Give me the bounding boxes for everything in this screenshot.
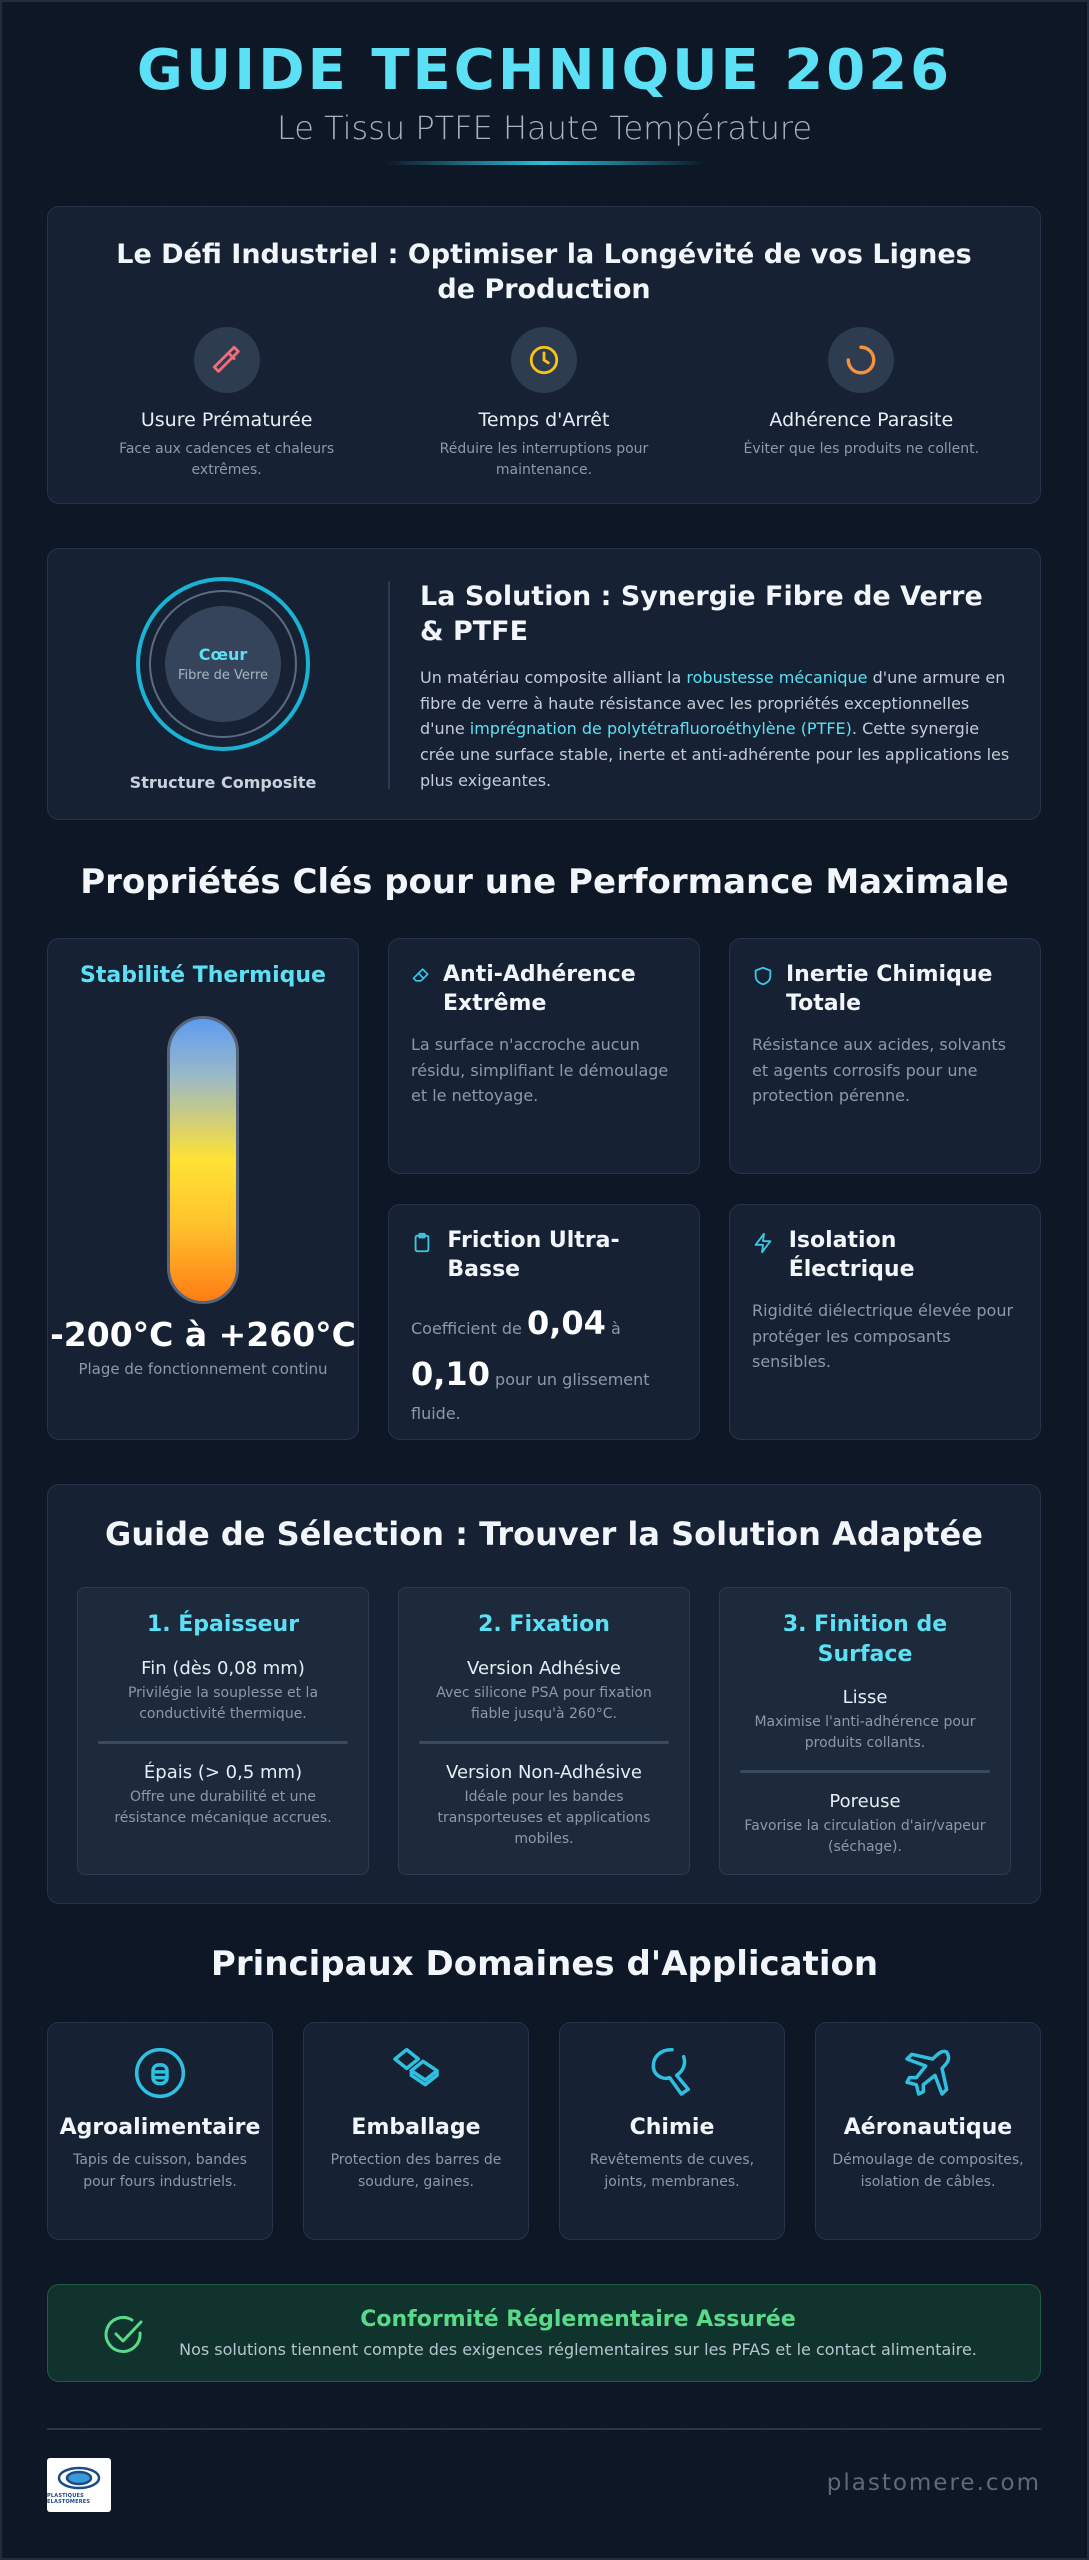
selection-column-thickness <box>77 1587 369 1875</box>
challenge-card <box>47 206 1041 504</box>
application-card-food <box>47 2022 273 2240</box>
option-name: Version Adhésive <box>467 1657 621 1679</box>
column-title: 2. Fixation <box>478 1612 610 1637</box>
compliance-text: Nos solutions tiennent compte des exigences réglementaires sur les PFAS et le contact alimentaire. <box>179 2340 977 2359</box>
diagram-caption: Structure Composite <box>129 773 317 792</box>
flask-icon <box>560 2045 784 2101</box>
option-desc: Offre une durabilité et une résistance mécanique accrues. <box>114 1788 332 1826</box>
thermal-range: -200°C à +260°C <box>50 1315 356 1354</box>
application-desc: Revêtements de cuves, joints, membranes. <box>589 2152 755 2190</box>
application-card-chemistry <box>559 2022 785 2240</box>
core-circle <box>165 606 281 722</box>
application-desc: Démoulage de composites, isolation de câbles. <box>832 2152 1024 2190</box>
property-card-electrical <box>729 1204 1041 1440</box>
challenge-item-title: Adhérence Parasite <box>769 409 954 432</box>
selection-title: Guide de Sélection : Trouver la Solution Adaptée <box>105 1515 983 1553</box>
cutter-icon <box>194 327 260 393</box>
property-desc: Résistance aux acides, solvants et agents corrosifs pour une protection pérenne. <box>752 1035 1006 1106</box>
challenge-item-title: Temps d'Arrêt <box>478 409 610 432</box>
column-title: 3. Finition de Surface <box>782 1612 948 1667</box>
thermometer-bar <box>167 1016 239 1304</box>
option-desc: Avec silicone PSA pour fixation fiable jusqu'à 260°C. <box>436 1684 652 1722</box>
challenge-item-desc: Réduire les interruptions pour maintenance. <box>439 441 649 479</box>
property-card-friction <box>388 1204 700 1440</box>
eraser-icon <box>411 961 431 989</box>
page-subtitle: Le Tissu PTFE Haute Température <box>276 109 813 147</box>
selection-column-finish <box>719 1587 1011 1875</box>
core-label: Cœur <box>198 645 248 664</box>
challenge-item-desc: Face aux cadences et chaleurs extrêmes. <box>119 441 335 479</box>
lightning-icon <box>752 1227 777 1259</box>
solution-card <box>47 548 1041 820</box>
middle-ring <box>149 590 297 738</box>
spinner-icon <box>828 327 894 393</box>
challenge-item-desc: Éviter que les produits ne collent. <box>743 441 980 458</box>
vertical-divider <box>388 581 390 789</box>
property-title: Isolation Électrique <box>788 1228 915 1282</box>
package-icon <box>304 2045 528 2101</box>
challenge-item-title: Usure Prématurée <box>140 409 313 432</box>
application-title: Chimie <box>629 2115 715 2140</box>
property-desc: Coefficient de 0,04 à 0,10 pour un glissement fluide. <box>411 1304 650 1423</box>
property-desc: Rigidité diélectrique élevée pour protéger les composants sensibles. <box>752 1301 1014 1372</box>
challenge-item-adhesion <box>726 327 996 481</box>
option-name: Lisse <box>842 1687 888 1709</box>
airplane-icon <box>816 2045 1040 2101</box>
application-desc: Protection des barres de soudure, gaines. <box>330 2152 502 2190</box>
check-circle-icon <box>102 2313 146 2361</box>
clipboard-icon <box>411 1227 435 1259</box>
logo-mark-icon <box>56 2465 102 2491</box>
option-name: Poreuse <box>829 1791 901 1813</box>
option-divider <box>98 1741 348 1744</box>
website-link[interactable]: plastomere.com <box>826 2470 1041 2496</box>
applications-title: Principaux Domaines d'Application <box>210 1944 879 1984</box>
outer-ring <box>136 577 310 751</box>
highlight-text: imprégnation de polytétrafluoroéthylène (PTFE) <box>469 719 852 739</box>
selection-column-fixation <box>398 1587 690 1875</box>
logo-text: PLASTIQUES ELASTOMERES <box>47 2493 91 2505</box>
option-desc: Privilégie la souplesse et la conductivité thermique. <box>127 1684 319 1722</box>
solution-text: Un matériau composite alliant la robustesse mécanique d'une armure en fibre de verre à haute résistance avec les propriétés exceptionnelles d'une imprégnation de polytétrafluoroéthylène (PTFE). Cette synergie crée une surface stable, inerte et anti-adhérente pour les applications les plus exigeantes. <box>420 668 1010 790</box>
option-divider <box>419 1741 669 1744</box>
solution-title: La Solution : Synergie Fibre de Verre & PTFE <box>420 581 983 648</box>
shield-icon <box>752 961 774 991</box>
application-card-packaging <box>303 2022 529 2240</box>
property-card-chemical <box>729 938 1041 1174</box>
title-divider <box>385 161 705 165</box>
highlight-text: robustesse mécanique <box>686 668 868 688</box>
application-desc: Tapis de cuisson, bandes pour fours industriels. <box>73 2152 247 2190</box>
option-desc: Favorise la circulation d'air/vapeur (séchage). <box>744 1818 986 1856</box>
property-title: Inertie Chimique Totale <box>786 962 993 1016</box>
food-jar-icon <box>48 2045 272 2101</box>
thermal-subtitle: Plage de fonctionnement continu <box>78 1359 328 1378</box>
application-title: Agroalimentaire <box>59 2115 261 2140</box>
properties-title: Propriétés Clés pour une Performance Maximale <box>80 862 1009 902</box>
thermal-title: Stabilité Thermique <box>80 963 326 988</box>
clock-icon <box>511 327 577 393</box>
property-desc: La surface n'accroche aucun résidu, simplifiant le démoulage et le nettoyage. <box>411 1035 669 1106</box>
composite-diagram <box>108 577 338 792</box>
application-title: Aéronautique <box>843 2115 1013 2140</box>
application-title: Emballage <box>351 2115 481 2140</box>
friction-min-value: 0,04 <box>526 1304 606 1343</box>
option-name: Épais (> 0,5 mm) <box>143 1761 303 1783</box>
column-title: 1. Épaisseur <box>146 1612 300 1637</box>
option-desc: Idéale pour les bandes transporteuses et applications mobiles. <box>437 1788 651 1847</box>
thermal-card <box>47 938 359 1440</box>
property-title: Anti-Adhérence Extrême <box>443 962 636 1016</box>
application-card-aerospace <box>815 2022 1041 2240</box>
selection-guide-card <box>47 1484 1041 1904</box>
property-title: Friction Ultra-Basse <box>447 1228 620 1282</box>
footer-divider <box>47 2428 1041 2430</box>
company-logo[interactable] <box>47 2458 111 2512</box>
compliance-title: Conformité Réglementaire Assurée <box>360 2307 796 2332</box>
property-card-nonstick <box>388 938 700 1174</box>
page-header <box>0 38 1089 165</box>
option-desc: Maximise l'anti-adhérence pour produits collants. <box>754 1714 976 1752</box>
option-name: Fin (dès 0,08 mm) <box>141 1657 305 1679</box>
compliance-banner <box>47 2284 1041 2382</box>
page-title: GUIDE TECHNIQUE 2026 <box>136 38 953 103</box>
option-name: Version Non-Adhésive <box>446 1761 642 1783</box>
friction-max-value: 0,10 <box>411 1355 490 1394</box>
challenge-item-downtime <box>409 327 679 481</box>
challenge-title: Le Défi Industriel : Optimiser la Longévité de vos Lignes de Production <box>116 239 972 306</box>
challenge-item-wear <box>92 327 362 481</box>
core-sublabel: Fibre de Verre <box>177 668 269 683</box>
option-divider <box>740 1770 990 1773</box>
